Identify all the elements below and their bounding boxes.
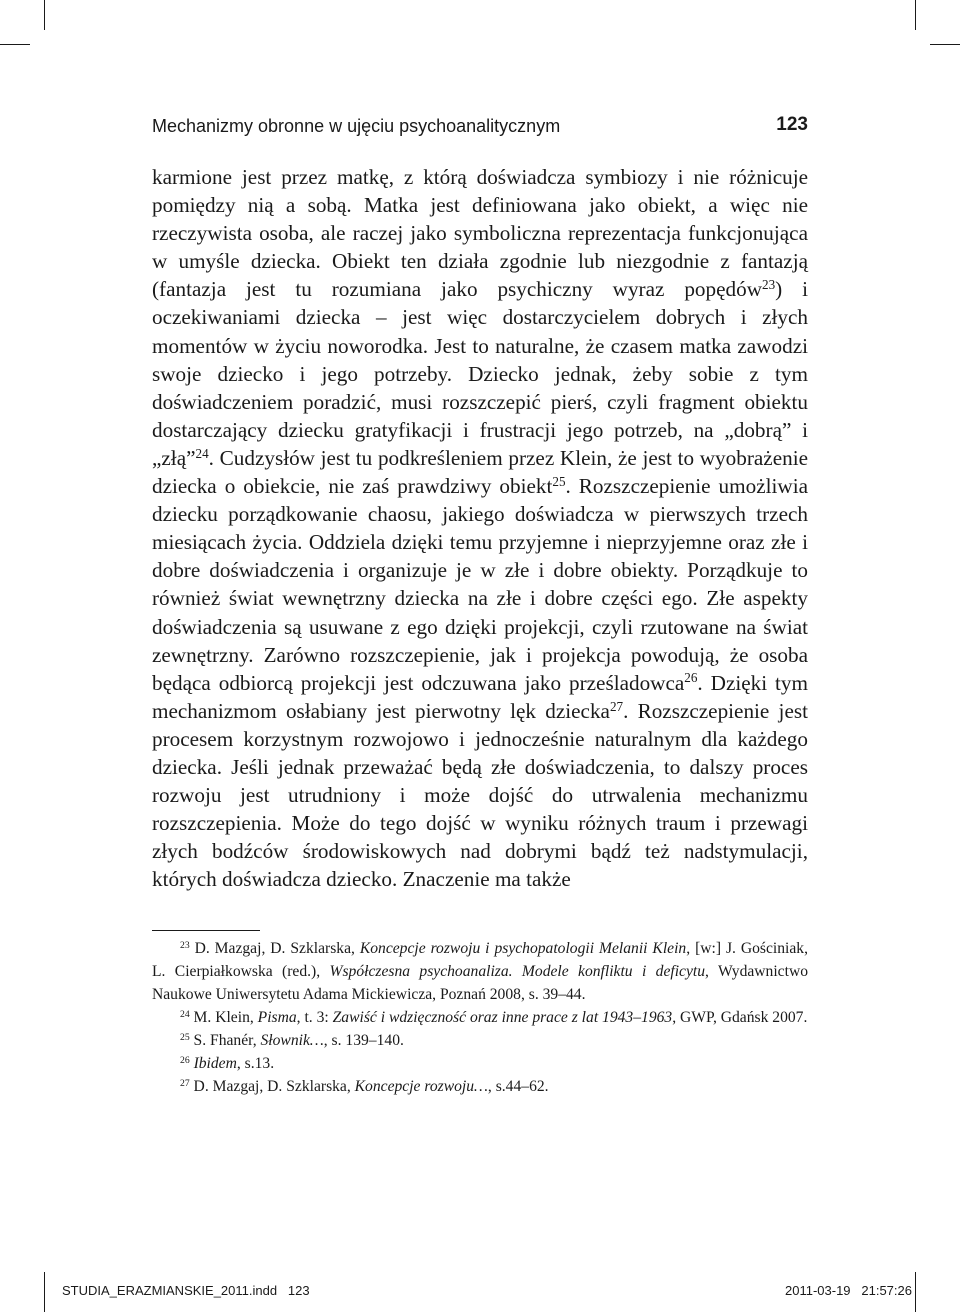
body-text: . Rozszczepienie jest procesem korzystnym rozwojowo i jednocześnie naturalnym dla każdego dziecka. Jeśli jednak przeważać będą złe doświadczenia, to dalszy proces rozwoju jest utrudniony i może dojść do utrwalenia mechanizmu rozszczepienia. Może do tego dojść w wyniku różnych traum i przewagi złych bodźców środowiskowych nad dobrymi bądź też nadstymulacji, których doświadcza dziecko. Znaczenie ma także	[152, 698, 808, 892]
footnote-ref: 25	[552, 473, 566, 489]
footnote-24	[152, 1006, 808, 1029]
crop-mark-top-right	[915, 0, 916, 30]
running-header	[152, 114, 808, 142]
body-text: . Cudzysłów jest tu podkreśleniem przez Klein, że jest to wyobrażenie dziecka o obiekcie, nie zaś prawdziwy obiekt	[152, 445, 808, 499]
print-slug-file: STUDIA_ERAZMIANSKIE_2011.indd 123	[62, 1283, 310, 1298]
footnote-text: , Wydawnictwo Naukowe Uniwersytetu Adama Mickiewicza, Poznań 2008, s. 39–44.	[152, 963, 808, 1003]
footnote-text: , s. 139–140.	[323, 1032, 404, 1049]
footnote-ref: 26	[684, 670, 698, 686]
footnote-text: M. Klein,	[189, 1009, 258, 1026]
footnote-text: , t. 3:	[296, 1009, 333, 1026]
footnote-ref: 24	[195, 445, 209, 461]
footnote-separator	[152, 930, 260, 931]
footnote-title: Ibidem	[193, 1055, 237, 1072]
body-text: . Dzięki tym mechanizmom osłabiany jest pierwotny lęk dziecka	[152, 670, 809, 723]
footnote-number: 27	[180, 1077, 190, 1089]
footnote-23	[152, 937, 808, 1006]
footnote-number: 23	[180, 939, 190, 951]
crop-mark-top-left-h	[0, 44, 30, 45]
footnote-text: S. Fhanér,	[189, 1032, 261, 1049]
footnote-number: 25	[180, 1031, 190, 1043]
footnote-text: , s.13.	[236, 1055, 275, 1072]
crop-mark-bottom-right	[915, 1272, 916, 1312]
footnote-27	[152, 1075, 808, 1098]
body-text: . Rozszczepienie umożliwia dziecku porządkowanie chaosu, jakiego doświadcza w pierwszych trzech miesiącach życia. Oddziela dzięki temu przyjemne i nieprzyjemne oraz złe i dobre doświadczenia i organizuje je w złe i dobre obiekty. Porządkuje to również świat wewnętrzny dziecka na złe i dobre części ego. Złe aspekty doświadczenia są usuwane z ego dzięki projekcji, czyli rzutowane na świat zewnętrzny. Zarówno rozszczepienie, jak i projekcja powodują, że osoba będąca odbiorcą projekcji jest odczuwana jako prześladowca	[152, 474, 808, 695]
footnote-number: 26	[180, 1054, 190, 1066]
footnote-ref: 27	[609, 698, 624, 714]
body-text: karmione jest przez matkę, z którą doświadcza symbiozy i nie różnicuje pomiędzy nią a sobą. Matka jest definiowana jako obiekt, a więc nie rzeczywista osoba, ale raczej jako symboliczna reprezentacja funkcjonująca w umyśle dziecka. Obiekt ten działa zgodnie lub niezgodnie z fantazją (fantazja jest tu rozumiana jako psychiczny wyraz popędów	[152, 165, 808, 302]
footnote-title: Koncepcje rozwoju i psychopatologii Melanii Klein	[359, 940, 687, 957]
footnote-title: Pisma	[257, 1009, 297, 1026]
footnote-text: D. Mazgaj, D. Szklarska,	[189, 1078, 355, 1095]
footnote-text: , GWP, Gdańsk 2007.	[672, 1009, 808, 1026]
footnote-number: 24	[180, 1008, 190, 1020]
footnote-ref: 23	[762, 277, 776, 293]
footnote-title: Zawiść i wdzięczność oraz inne prace z lat 1943–1963	[332, 1009, 673, 1026]
footnotes	[152, 937, 808, 1098]
crop-mark-top-left	[44, 0, 45, 30]
footnote-title: Słownik…	[260, 1032, 324, 1049]
page-number: 123	[776, 114, 808, 135]
footnote-text: , s.44–62.	[487, 1078, 549, 1095]
footnote-title: Współczesna psychoanaliza. Modele konfliktu i deficytu	[329, 963, 706, 980]
footnote-title: Koncepcje rozwoju…	[354, 1078, 488, 1095]
body-paragraph	[152, 163, 808, 893]
footnote-text: , [w:] J. Gościniak, L. Cierpiałkowska (red.),	[152, 940, 809, 980]
crop-mark-top-right-h	[930, 44, 960, 45]
footnote-text: D. Mazgaj, D. Szklarska,	[189, 940, 360, 957]
body-text: ) i oczekiwaniami dziecka – jest więc dostarczycielem dobrych i złych momentów w życiu noworodka. Jest to naturalne, że czasem matka zawodzi swoje dziecko i jego potrzeby. Dziecko jednak, żeby sobie z tym doświadczeniem poradzić, musi rozszczepić pierś, czyli fragment obiektu dostarczający dziecku gratyfikacji i frustracji jego potrzeb, na „dobrą” i „złą”	[152, 277, 808, 470]
crop-mark-bottom-left	[44, 1272, 45, 1312]
footnote-25	[152, 1029, 808, 1052]
footnote-26	[152, 1052, 808, 1075]
running-title: Mechanizmy obronne w ujęciu psychoanalitycznym	[152, 116, 561, 136]
print-slug-timestamp: 2011-03-19 21:57:26	[785, 1283, 912, 1298]
